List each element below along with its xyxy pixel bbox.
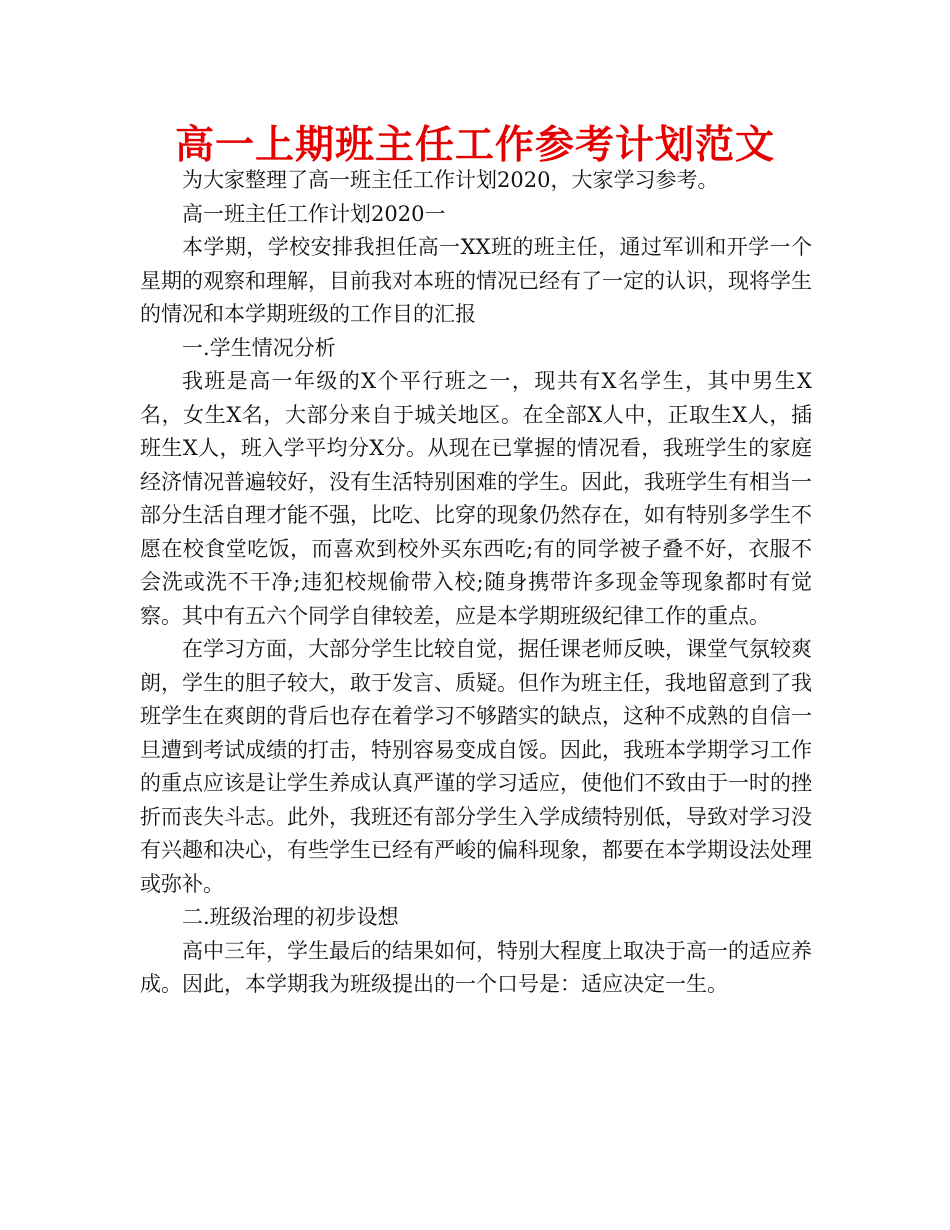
student-analysis-paragraph: 我班是高一年级的X个平行班之一，现共有X名学生，其中男生X名，女生X名，大部分来自于城关地区。在全部X人中，正取生X人，插班生X人，班入学平均分X分。从现在已掌握的情况看，我班学生的家庭经济情况普遍较好，没有生活特别困难的学生。因此，我班学生有相当一部分生活自理才能不强，比吃、比穿的现象仍然存在，如有特别多学生不愿在校食堂吃饭，而喜欢到校外买东西吃;有的同学被子叠不好，衣服不会洗或洗不干净;违犯校规偷带入校;随身携带许多现金等现象都时有觉察。其中有五六个同学自律较差，应是本学期班级纪律工作的重点。 xyxy=(140,369,812,628)
document-title: 高一上期班主任工作参考计划范文 xyxy=(174,123,775,168)
document-body xyxy=(140,164,812,1002)
section-heading-2: 二.班级治理的初步设想 xyxy=(182,905,399,929)
section-heading-1: 一.学生情况分析 xyxy=(182,335,336,360)
intro-paragraph: 为大家整理了高一班主任工作计划2020，大家学习参考。 xyxy=(182,168,719,192)
opening-paragraph: 本学期，学校安排我担任高一XX班的班主任，通过军训和开学一个星期的观察和理解，目前我对本班的情况已经有了一定的认识，现将学生的情况和本学期班级的工作目的汇报 xyxy=(140,235,812,326)
management-paragraph: 高中三年，学生最后的结果如何，特别大程度上取决于高一的适应养成。因此，本学期我为班级提出的一个口号是：适应决定一生。 xyxy=(140,938,812,996)
study-paragraph: 在学习方面，大部分学生比较自觉，据任课老师反映，课堂气氛较爽朗，学生的胆子较大，敢于发言、质疑。但作为班主任，我地留意到了我班学生在爽朗的背后也存在着学习不够踏实的缺点，这种不成熟的自信一旦遭到考试成绩的打击，特别容易变成自馁。因此，我班本学期学习工作的重点应该是让学生养成认真严谨的学习适应，使他们不致由于一时的挫折而丧失斗志。此外，我班还有部分学生入学成绩特别低，导致对学习没有兴趣和决心，有些学生已经有严峻的偏科现象，都要在本学期设法处理或弥补。 xyxy=(140,637,812,896)
plan-heading: 高一班主任工作计划2020一 xyxy=(182,201,446,226)
